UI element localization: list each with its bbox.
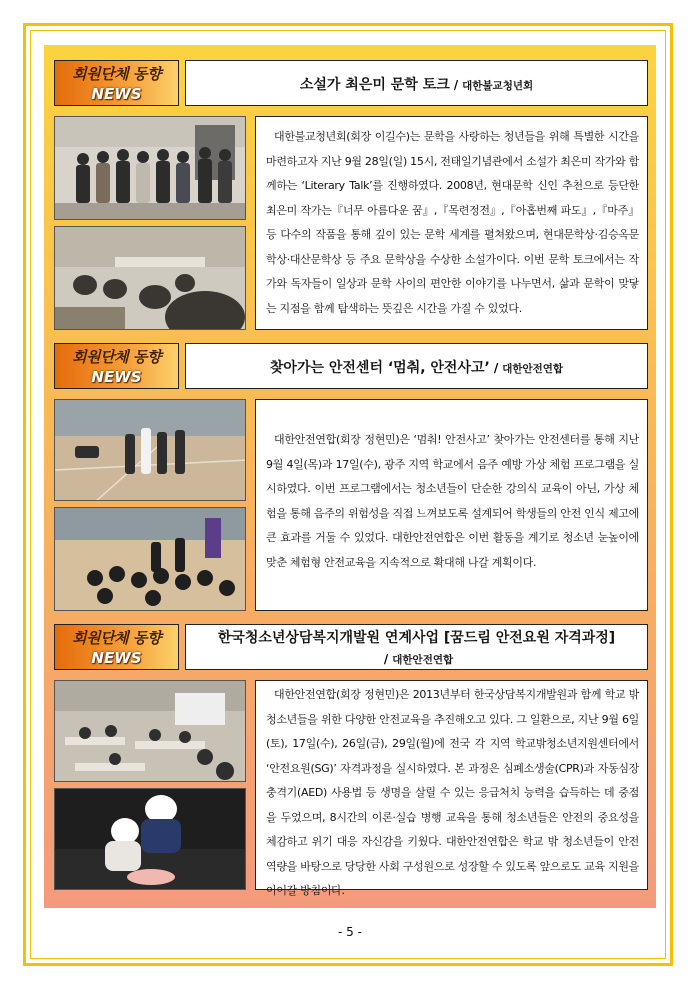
article-body: 대한불교청년회(회장 이길수)는 문학을 사랑하는 청년들을 위해 특별한 시간을 마련하고자 지난 9월 28일(일) 15시, 전태일기념관에서 소설가 최은미 작가와 함께하는 ‘Literary Talk’를 진행하였다. 2008년, 현대문학 신인 추천으로 등단한 최은미 작가는『너무 아름다운 꿈』,『목련정전』,『아홉번째 파도』,『마주』등 다수의 작품을 통해 깊이 있는 문학 세계를 펼쳐왔으며, 현대문학상·김승옥문학상·대산문학상 등 주요 문학상을 수상한 소설가이다. 이번 문학 토크에서는 작가와 독자들이 일상과 문학 사이의 편안한 이야기를 나누면서, 삶과 문학이 맞닿는 지점을 함께 탐색하는 뜻깊은 시간을 가질 수 있었다. [255,116,648,330]
article-body: 대한안전연합(회장 정현민)은 ‘멈춰! 안전사고’ 찾아가는 안전센터를 통해 지난 9월 4일(목)과 17일(수), 광주 지역 학교에서 음주 예방 가상 체험 프로그램을 실시하였다. 이번 프로그램에서는 청소년들이 단순한 강의식 교육이 아닌, 가상 체험을 통해 음주의 위험성을 직접 느껴보도록 설계되어 학생들의 안전 인식 제고에 큰 효과를 거둘 수 있었다. 대한안전연합은 이번 활동을 계기로 청소년 눈높이에 맞춘 체험형 안전교육을 지속적으로 확대해 나갈 계획이다. [255,399,648,611]
badge-line1: 회원단체 동향 [72,629,161,647]
photo-classroom-lecture [54,680,246,782]
badge-line1: 회원단체 동향 [72,65,161,83]
section-title-box [185,343,648,389]
badge-line2: NEWS [91,85,142,103]
section-title: 소설가 최은미 문학 토크 [299,77,450,93]
section-org: 대한불교청년회 [462,80,534,92]
page-number: - 5 - [338,925,362,939]
section-org: 대한안전연합 [502,363,564,375]
photo-group-portrait [54,116,246,220]
section-title: 찾아가는 안전센터 ‘멈춰, 안전사고’ [269,360,490,376]
photo-students-seated [54,507,246,611]
news-section-lifeguard-course [54,624,648,897]
title-separator: / [383,652,389,666]
news-badge [54,343,179,389]
photo-talk-audience [54,226,246,330]
section-title-box [185,624,648,670]
news-section-safety-center [54,343,648,611]
news-badge [54,60,179,106]
badge-line2: NEWS [91,649,142,667]
news-section-literary-talk [54,60,648,330]
section-title: 한국청소년상담복지개발원 연계사업 [꿈드림 안전요원 자격과정] [217,630,616,646]
title-separator: / [453,78,459,92]
news-badge [54,624,179,670]
article-body: 대한안전연합(회장 정현민)은 2013년부터 한국상담복지개발원과 함께 학교 밖 청소년들을 위한 다양한 안전교육을 추진해오고 있다. 그 일환으로, 지난 9월 6일(토), 17일(수), 26일(금), 29일(월)에 전국 각 지역 학교밖청소년지원센터에서 ‘안전요원(SG)’ 자격과정을 실시하였다. 본 과정은 심폐소생술(CPR)과 자동심장충격기(AED) 사용법 등 생명을 살릴 수 있는 응급처치 능력을 습득하는 데 중점을 두었으며, 8시간의 이론·실습 병행 교육을 통해 청소년들은 안전의 중요성을 체감하고 위기 대응 자신감을 키웠다. 대한안전연합은 학교 밖 청소년들이 안전 역량을 바탕으로 당당한 사회 구성원으로 성장할 수 있도록 앞으로도 교육 지원을 이어갈 방침이다. [255,680,648,890]
section-org: 대한안전연합 [392,654,454,666]
title-separator: / [493,361,499,375]
badge-line2: NEWS [91,368,142,386]
photo-column [54,680,246,890]
section-title-box [185,60,648,106]
photo-gym-activity [54,399,246,501]
photo-column [54,399,246,611]
photo-cpr-practice [54,788,246,890]
photo-column [54,116,246,330]
badge-line1: 회원단체 동향 [72,348,161,366]
